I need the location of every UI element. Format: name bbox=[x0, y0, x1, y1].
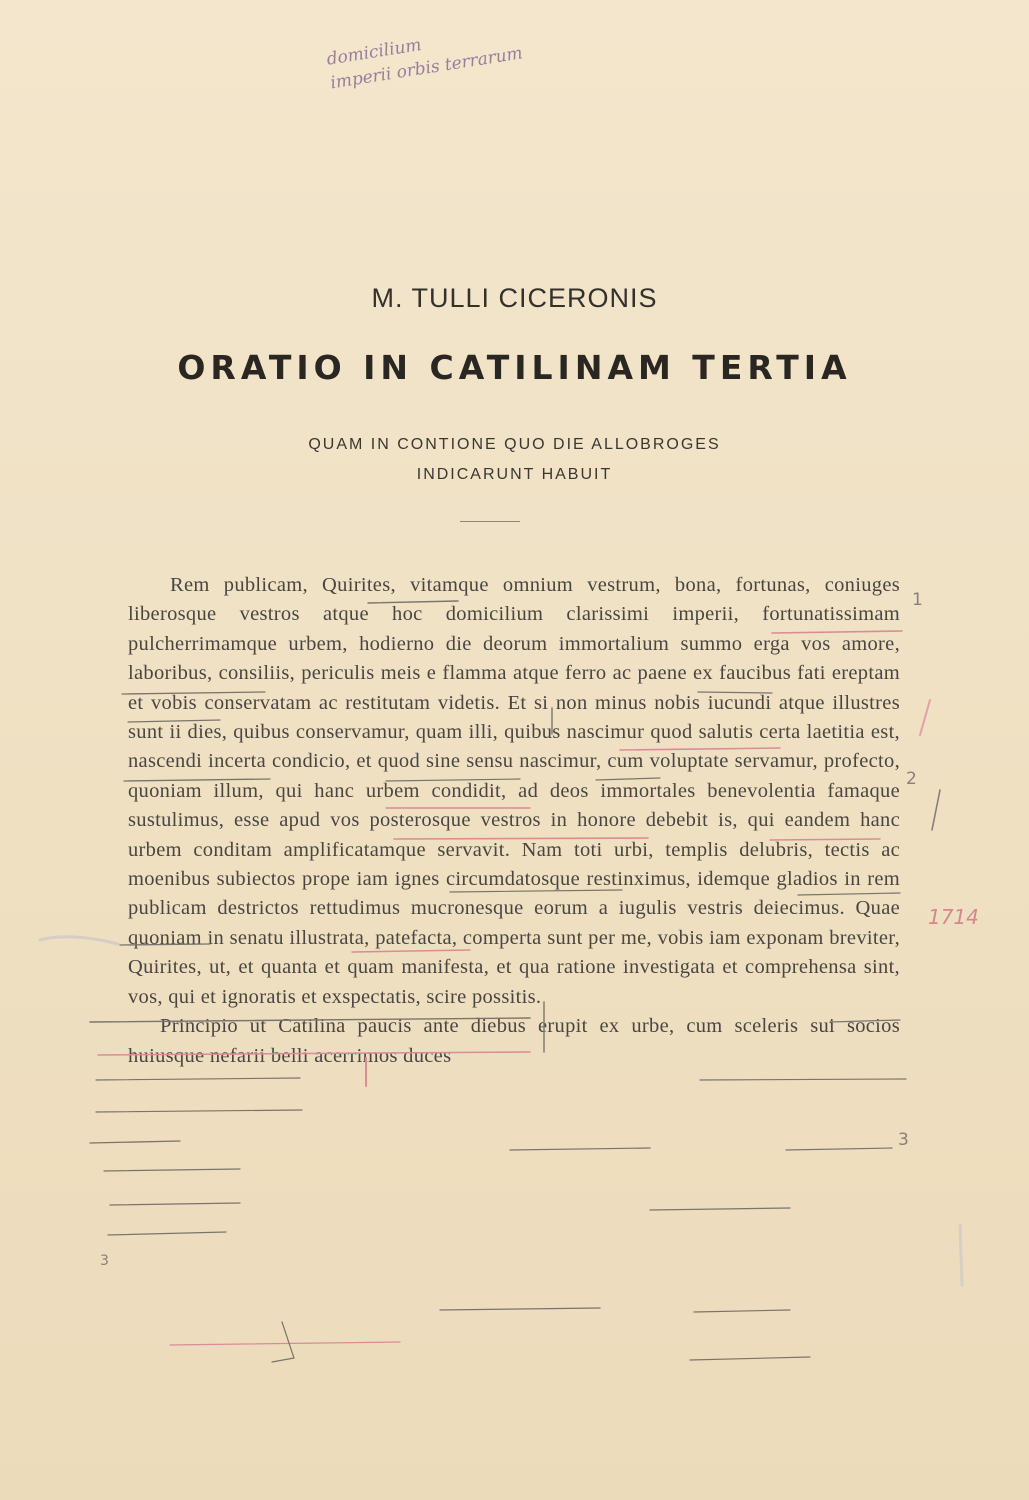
paragraph-1: Rem publicam, Quirites, vitamque omnium vestrum, bona, fortunas, coniuges liberosque vestros atque hoc domicilium clarissimi imperii, fortunatissimam pulcherrimamque urbem, hodierno die deorum immortalium summo erga vos amore, laboribus, consiliis, periculis meis e flamma atque ferro ac paene ex faucibus fati ereptam et vobis conservatam ac restitutam videtis. Et si non minus nobis iucundi atque illustres sunt ii dies, quibus conservamur, quam illi, quibus nascimur quod salutis certa laetitia est, nascendi incerta condicio, et quod sine sensu nascimur, cum voluptate servamur, profecto, quoniam illum, qui hanc urbem condidit, ad deos immortales benevolentia famaque sustulimus, esse apud vos posterosque vestros in honore debebit is, qui eandem hanc urbem conditam amplificatamque servavit. Nam toti urbi, templis delubris, tectis ac moenibus subiectos prope iam ignes circumdatosque restinximus, idemque gladios in rem publicam destrictos rettudimus mucronesque eorum a iugulis vestris deiecimus. Quae quoniam in senatu illustrata, patefacta, comperta sunt per me, vobis iam exponam breviter, Quirites, ut, et quanta et quam manifesta, et qua ratione investigata et comprehensa sint, vos, qui et ignoratis et exspectatis, scire possitis. bbox=[128, 574, 900, 1008]
margin-mark-1: 1 bbox=[912, 590, 923, 610]
paragraph-2: Principio ut Catilina paucis ante diebus erupit ex urbe, cum sceleris sui socios huiusque nefarii belli acerrimos duces bbox=[128, 1015, 900, 1067]
margin-mark-3: 3 bbox=[898, 1130, 909, 1150]
author-heading: M. TULLI CICERONIS bbox=[371, 283, 658, 313]
subtitle-line-1: QUAM IN CONTIONE QUO DIE ALLOBROGES bbox=[308, 436, 721, 453]
margin-mark-left-3: 3 bbox=[100, 1253, 109, 1269]
handwritten-note: domicilium imperii orbis terrarum bbox=[325, 35, 525, 94]
subtitle-line-2: INDICARUNT HABUIT bbox=[416, 466, 613, 483]
margin-mark-2: 2 bbox=[906, 769, 917, 789]
margin-mark-1714: 1714 bbox=[928, 905, 979, 929]
oration-title: ORATIO IN CATILINAM TERTIA bbox=[177, 348, 852, 387]
